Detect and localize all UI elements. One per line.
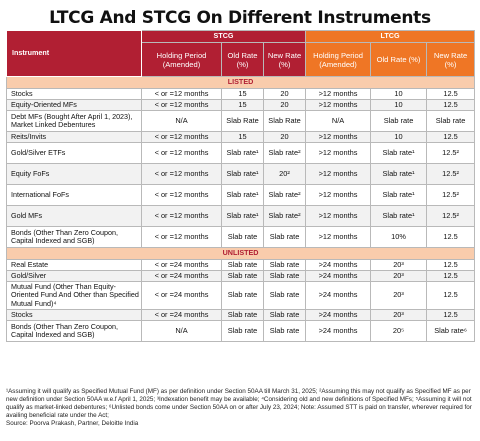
cell-stcg-new-rate: Slab rate xyxy=(264,321,306,342)
cell-stcg-holding-period: < or =12 months xyxy=(142,132,222,143)
cell-ltcg-holding-period: >24 months xyxy=(306,321,371,342)
cell-stcg-old-rate: 15 xyxy=(222,100,264,111)
cell-ltcg-old-rate: Slab rate¹ xyxy=(371,206,427,227)
cell-stcg-holding-period: < or =12 months xyxy=(142,227,222,248)
cell-ltcg-holding-period: >12 months xyxy=(306,206,371,227)
cell-ltcg-old-rate: 10 xyxy=(371,132,427,143)
cell-stcg-old-rate: Slab rate¹ xyxy=(222,185,264,206)
cell-stcg-new-rate: Slab rate xyxy=(264,227,306,248)
table-row xyxy=(7,260,475,271)
header-ltcg-new-rate: New Rate (%) xyxy=(427,43,475,77)
table-body xyxy=(7,77,475,342)
cell-instrument: Gold/Silver xyxy=(7,271,142,282)
cell-ltcg-old-rate: Slab rate¹ xyxy=(371,185,427,206)
header-group-row xyxy=(7,31,475,43)
tax-rate-table xyxy=(6,30,475,342)
cell-instrument: Equity FoFs xyxy=(7,164,142,185)
cell-stcg-holding-period: < or =12 months xyxy=(142,164,222,185)
cell-stcg-old-rate: Slab rate xyxy=(222,321,264,342)
table-row xyxy=(7,321,475,342)
cell-ltcg-old-rate: Slab rate¹ xyxy=(371,143,427,164)
cell-instrument: International FoFs xyxy=(7,185,142,206)
cell-instrument: Gold MFs xyxy=(7,206,142,227)
cell-ltcg-holding-period: >12 months xyxy=(306,143,371,164)
cell-stcg-old-rate: Slab rate xyxy=(222,260,264,271)
cell-ltcg-old-rate: 20³ xyxy=(371,271,427,282)
cell-stcg-old-rate: Slab rate xyxy=(222,227,264,248)
table-row xyxy=(7,310,475,321)
footnotes xyxy=(6,388,474,428)
cell-stcg-new-rate: 20² xyxy=(264,164,306,185)
cell-instrument: Gold/Silver ETFs xyxy=(7,143,142,164)
header-instrument: Instrument xyxy=(7,31,142,77)
cell-ltcg-new-rate: Slab rate⁶ xyxy=(427,321,475,342)
cell-stcg-holding-period: < or =24 months xyxy=(142,271,222,282)
cell-stcg-new-rate: Slab Rate xyxy=(264,111,306,132)
cell-stcg-new-rate: Slab rate² xyxy=(264,206,306,227)
cell-stcg-old-rate: 15 xyxy=(222,132,264,143)
cell-stcg-old-rate: Slab Rate xyxy=(222,111,264,132)
cell-ltcg-holding-period: >12 months xyxy=(306,132,371,143)
cell-ltcg-new-rate: 12.5² xyxy=(427,143,475,164)
cell-stcg-new-rate: Slab rate xyxy=(264,260,306,271)
cell-stcg-holding-period: < or =12 months xyxy=(142,185,222,206)
cell-stcg-old-rate: Slab rate¹ xyxy=(222,164,264,185)
cell-ltcg-holding-period: >12 months xyxy=(306,164,371,185)
header-ltcg-old-rate: Old Rate (%) xyxy=(371,43,427,77)
cell-instrument: Bonds (Other Than Zero Coupon, Capital Indexed and SGB) xyxy=(7,227,142,248)
cell-ltcg-old-rate: 20⁵ xyxy=(371,321,427,342)
cell-stcg-holding-period: < or =12 months xyxy=(142,143,222,164)
cell-ltcg-old-rate: 20³ xyxy=(371,282,427,310)
table-row xyxy=(7,185,475,206)
cell-stcg-new-rate: 20 xyxy=(264,132,306,143)
section-row-listed xyxy=(7,77,475,89)
cell-ltcg-holding-period: >24 months xyxy=(306,260,371,271)
cell-ltcg-new-rate: 12.5 xyxy=(427,100,475,111)
cell-stcg-holding-period: N/A xyxy=(142,111,222,132)
table-row xyxy=(7,111,475,132)
cell-stcg-holding-period: < or =24 months xyxy=(142,310,222,321)
cell-ltcg-holding-period: >12 months xyxy=(306,89,371,100)
cell-instrument: Equity-Oriented MFs xyxy=(7,100,142,111)
cell-stcg-holding-period: < or =24 months xyxy=(142,260,222,271)
cell-ltcg-new-rate: 12.5² xyxy=(427,185,475,206)
cell-instrument: Stocks xyxy=(7,89,142,100)
cell-ltcg-old-rate: 10% xyxy=(371,227,427,248)
cell-instrument: Mutual Fund (Other Than Equity-Oriented Fund And Other than Specified Mutual Fund)⁴ xyxy=(7,282,142,310)
cell-stcg-holding-period: < or =12 months xyxy=(142,100,222,111)
cell-ltcg-new-rate: 12.5 xyxy=(427,89,475,100)
cell-ltcg-old-rate: 10 xyxy=(371,100,427,111)
cell-ltcg-old-rate: 20³ xyxy=(371,260,427,271)
cell-stcg-new-rate: Slab rate xyxy=(264,310,306,321)
cell-instrument: Bonds (Other Than Zero Coupon, Capital Indexed and SGB) xyxy=(7,321,142,342)
cell-stcg-new-rate: Slab rate xyxy=(264,282,306,310)
cell-stcg-old-rate: 15 xyxy=(222,89,264,100)
cell-stcg-holding-period: < or =24 months xyxy=(142,282,222,310)
header-stcg: STCG xyxy=(142,31,306,43)
table-row xyxy=(7,227,475,248)
table-row xyxy=(7,143,475,164)
table-row xyxy=(7,89,475,100)
cell-ltcg-new-rate: 12.5 xyxy=(427,271,475,282)
header-stcg-old-rate: Old Rate (%) xyxy=(222,43,264,77)
cell-stcg-new-rate: 20 xyxy=(264,100,306,111)
footnote-text: ¹Assuming it will qualify as Specified Mutual Fund (MF) as per definition under Section 50AA till March 31, 2025; ²Assuming this may not qualify as Specified MF as per new definition under Section 50AA w.e.f April 1, 2025; ³Indexation benefit may be available; ⁴Considering old and new definitions of Specified MFs; ⁵Assuming it will not qualify as market-linked debentures; ⁶Unlisted bonds come under Section 50AA on or after July 23, 2024; Note: Assumed STT is paid on transfer, wherever required for availing beneficial rate under the Act; xyxy=(6,388,472,419)
cell-ltcg-holding-period: N/A xyxy=(306,111,371,132)
cell-instrument: Stocks xyxy=(7,310,142,321)
cell-stcg-old-rate: Slab rate xyxy=(222,310,264,321)
cell-stcg-old-rate: Slab rate xyxy=(222,271,264,282)
cell-ltcg-old-rate: Slab rate¹ xyxy=(371,164,427,185)
header-stcg-holding-period: Holding Period (Amended) xyxy=(142,43,222,77)
cell-ltcg-holding-period: >24 months xyxy=(306,271,371,282)
source-text: Source: Poorva Prakash, Partner, Deloitte India xyxy=(6,419,139,427)
cell-ltcg-new-rate: 12.5 xyxy=(427,132,475,143)
table-row xyxy=(7,271,475,282)
cell-ltcg-new-rate: 12.5 xyxy=(427,282,475,310)
cell-stcg-new-rate: Slab rate² xyxy=(264,143,306,164)
cell-stcg-old-rate: Slab rate¹ xyxy=(222,206,264,227)
cell-ltcg-holding-period: >24 months xyxy=(306,282,371,310)
cell-ltcg-old-rate: Slab rate xyxy=(371,111,427,132)
header-stcg-new-rate: New Rate (%) xyxy=(264,43,306,77)
cell-ltcg-new-rate: 12.5 xyxy=(427,310,475,321)
cell-ltcg-new-rate: Slab rate xyxy=(427,111,475,132)
section-label: UNLISTED xyxy=(7,248,475,260)
cell-ltcg-old-rate: 20³ xyxy=(371,310,427,321)
table-row xyxy=(7,206,475,227)
cell-ltcg-old-rate: 10 xyxy=(371,89,427,100)
cell-ltcg-holding-period: >12 months xyxy=(306,100,371,111)
table-row xyxy=(7,132,475,143)
cell-instrument: Reits/Invits xyxy=(7,132,142,143)
table-row xyxy=(7,100,475,111)
cell-instrument: Real Estate xyxy=(7,260,142,271)
cell-ltcg-new-rate: 12.5² xyxy=(427,164,475,185)
cell-stcg-new-rate: Slab rate xyxy=(264,271,306,282)
cell-stcg-old-rate: Slab rate¹ xyxy=(222,143,264,164)
cell-ltcg-new-rate: 12.5 xyxy=(427,260,475,271)
cell-stcg-holding-period: < or =12 months xyxy=(142,206,222,227)
table-row xyxy=(7,164,475,185)
cell-stcg-new-rate: 20 xyxy=(264,89,306,100)
cell-stcg-holding-period: < or =12 months xyxy=(142,89,222,100)
table-row xyxy=(7,282,475,310)
page-title: LTCG And STCG On Different Instruments xyxy=(49,8,431,28)
header-ltcg: LTCG xyxy=(306,31,475,43)
cell-ltcg-holding-period: >12 months xyxy=(306,185,371,206)
header-ltcg-holding-period: Holding Period (Amended) xyxy=(306,43,371,77)
cell-stcg-new-rate: Slab rate² xyxy=(264,185,306,206)
section-row-unlisted xyxy=(7,248,475,260)
cell-stcg-holding-period: N/A xyxy=(142,321,222,342)
cell-ltcg-new-rate: 12.5 xyxy=(427,227,475,248)
section-label: LISTED xyxy=(7,77,475,89)
cell-ltcg-holding-period: >12 months xyxy=(306,227,371,248)
cell-stcg-old-rate: Slab rate xyxy=(222,282,264,310)
cell-instrument: Debt MFs (Bought After April 1, 2023), Market Linked Debentures xyxy=(7,111,142,132)
cell-ltcg-new-rate: 12.5² xyxy=(427,206,475,227)
cell-ltcg-holding-period: >24 months xyxy=(306,310,371,321)
